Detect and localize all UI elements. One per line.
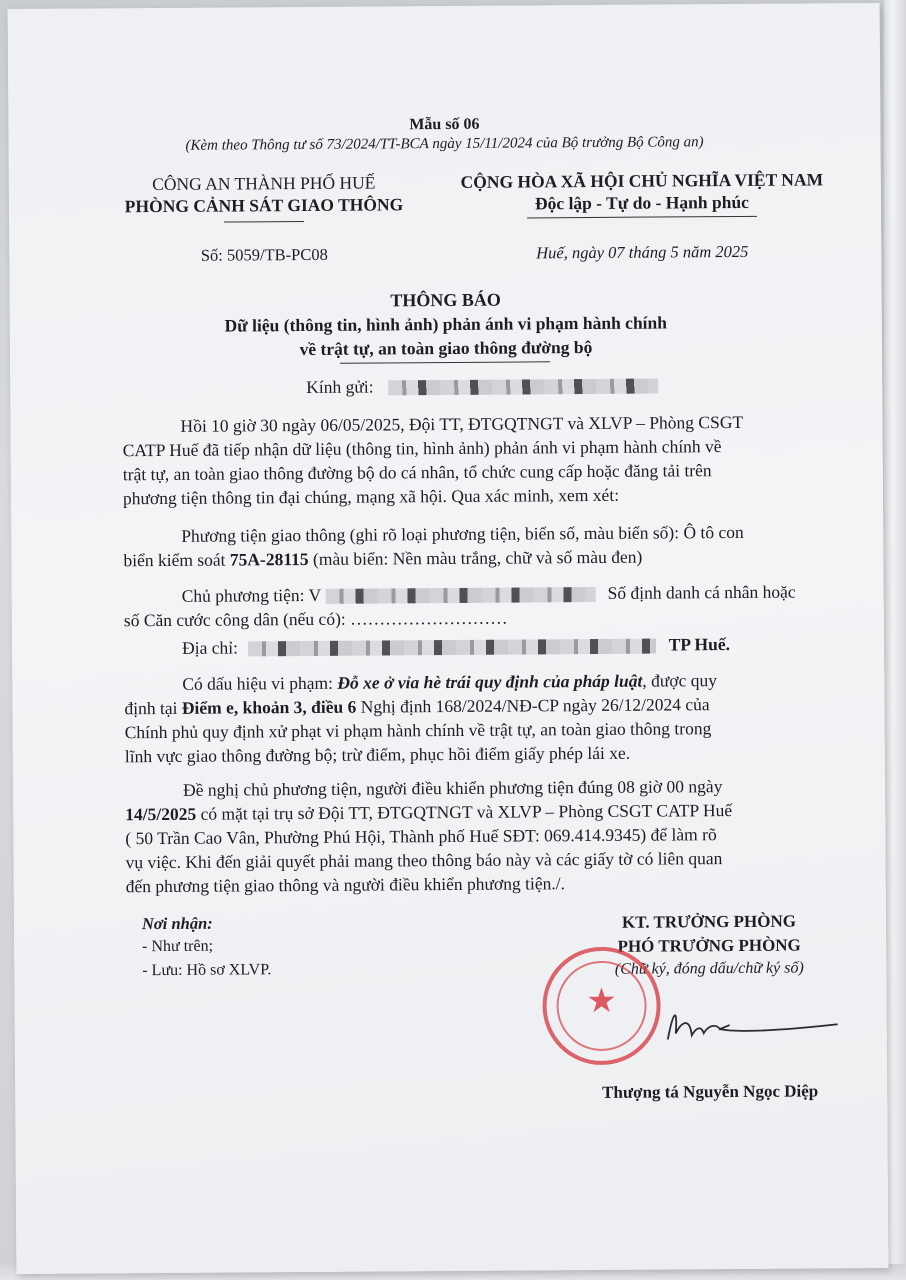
p2-text-b: (màu biển: Nền màu trắng, chữ và số màu đen) <box>308 546 643 569</box>
redacted-owner <box>325 587 595 604</box>
handwritten-signature <box>660 998 850 1059</box>
signature-title-2: PHÓ TRƯỞNG PHÒNG <box>617 935 801 956</box>
nation-title: CỘNG HÒA XÃ HỘI CHỦ NGHĨA VIỆT NAM <box>460 169 824 192</box>
star-icon: ★ <box>586 980 617 1022</box>
p4-text-a: Có dấu hiệu vi phạm: <box>182 672 338 694</box>
notice-subtitle-1: Dữ liệu (thông tin, hình ảnh) phản ánh vi phạm hành chính <box>224 312 668 336</box>
document-number: Số: 5059/TB-PC08 <box>200 244 328 265</box>
signer-name: Thượng tá Nguyễn Ngọc Diệp <box>602 1081 819 1102</box>
document-sheet <box>8 3 889 1274</box>
violation-text: Đỗ xe ở vỉa hè trái quy định của pháp luật <box>337 670 643 693</box>
signature-note: (Chữ ký, đóng dấu/chữ ký số) <box>614 959 804 978</box>
violation-article: Điểm e, khoản 3, điều 6 <box>181 696 357 718</box>
notice-title: THÔNG BÁO <box>390 289 501 311</box>
right-underline <box>527 216 757 219</box>
p1-line1: Hồi 10 giờ 30 ngày 06/05/2025, Đội TT, ĐTGQTNGT và XLVP – Phòng CSGT <box>180 411 744 436</box>
notice-subtitle-2: về trật tự, an toàn giao thông đường bộ <box>299 336 593 360</box>
p4-line3: Chính phủ quy định xử phạt vi phạm hành chính về trật tự, an toàn giao thông trong <box>124 718 712 743</box>
p4-line1 <box>182 670 717 695</box>
p1-line4: phương tiện thông tin đại chúng, mạng xã hội. Qua xác minh, xem xét: <box>122 484 620 509</box>
p2-line1: Phương tiện giao thông (ghi rõ loại phương tiện, biển số, màu biển số): Ô tô con <box>181 521 744 546</box>
agency-name: CÔNG AN THÀNH PHỐ HUẾ <box>152 172 376 195</box>
national-motto: Độc lập - Tự do - Hạnh phúc <box>534 191 749 214</box>
redacted-address <box>248 639 656 657</box>
address-city: TP Huế. <box>668 634 731 655</box>
recipients-label: Nơi nhận: <box>141 913 213 934</box>
p4-text-d: Nghị định 168/2024/NĐ-CP ngày 26/12/2024 của <box>356 694 710 717</box>
owner-initial: V <box>308 584 321 605</box>
owner-line <box>182 582 796 607</box>
p5-text: có mặt tại trụ sở Đội TT, ĐTGQTNGT và XLVP – Phòng CSGT CATP Huế <box>196 800 733 824</box>
recipient-item-2: - Lưu: Hồ sơ XLVP. <box>142 961 272 980</box>
p5-line2 <box>125 800 732 825</box>
recipient-line <box>306 375 658 398</box>
appointment-date: 14/5/2025 <box>125 803 197 825</box>
recipient-label: Kính gửi: <box>306 376 374 397</box>
p4-text-c: định tại <box>124 697 182 719</box>
address-label: Địa chỉ: <box>181 637 239 658</box>
p4-line2 <box>124 694 709 719</box>
owner-label: Chủ phương tiện: <box>181 585 305 606</box>
p1-line2: CATP Huế đã tiếp nhận dữ liệu (thông tin, hình ảnh) phản ánh vi phạm hành chính về <box>122 436 722 461</box>
p4-text-b: , được quy <box>642 670 718 691</box>
p2-text-a: biển kiểm soát <box>123 549 230 571</box>
form-attachment: (Kèm theo Thông tư số 73/2024/TT-BCA ngày 15/11/2024 của Bộ trưởng Bộ Công an) <box>185 134 704 154</box>
redacted-recipient <box>388 379 658 396</box>
owner-id-label: Số định danh cá nhân hoặc <box>607 581 796 603</box>
p2-line2 <box>123 547 642 572</box>
place-date: Huế, ngày 07 tháng 5 năm 2025 <box>536 241 749 263</box>
p1-line3: trật tự, an toàn giao thông đường bộ do cá nhân, tổ chức cung cấp hoặc đăng tải trên <box>122 460 712 485</box>
p4-line4: lĩnh vực giao thông đường bộ; trừ điểm, phục hồi điểm giấy phép lái xe. <box>124 742 631 767</box>
recipient-item-1: - Như trên; <box>142 937 214 956</box>
license-plate: 75A-28115 <box>229 548 309 570</box>
form-number: Mẫu số 06 <box>409 115 480 134</box>
address-line <box>182 634 730 659</box>
official-seal <box>542 947 661 1066</box>
paper-stack-edge <box>884 0 906 1280</box>
p5-line5: đến phương tiện giao thông và người điều khiển phương tiện./. <box>125 873 565 897</box>
title-underline <box>340 361 550 363</box>
p5-line4: vụ việc. Khi đến giải quyết phải mang theo thông báo này và các giấy tờ có liên quan <box>125 848 723 873</box>
p5-line3: ( 50 Trần Cao Vân, Phường Phú Hội, Thành phố Huế SĐT: 069.414.9345) để làm rõ <box>125 824 717 849</box>
department-name: PHÒNG CẢNH SÁT GIAO THÔNG <box>124 194 404 217</box>
p5-line1: Đề nghị chủ phương tiện, người điều khiển phương tiện đúng 08 giờ 00 ngày <box>182 776 723 800</box>
owner-id-line: số Căn cước công dân (nếu có): ……………………… <box>123 607 508 631</box>
left-underline <box>224 221 304 223</box>
signature-title-1: KT. TRƯỞNG PHÒNG <box>621 911 797 932</box>
